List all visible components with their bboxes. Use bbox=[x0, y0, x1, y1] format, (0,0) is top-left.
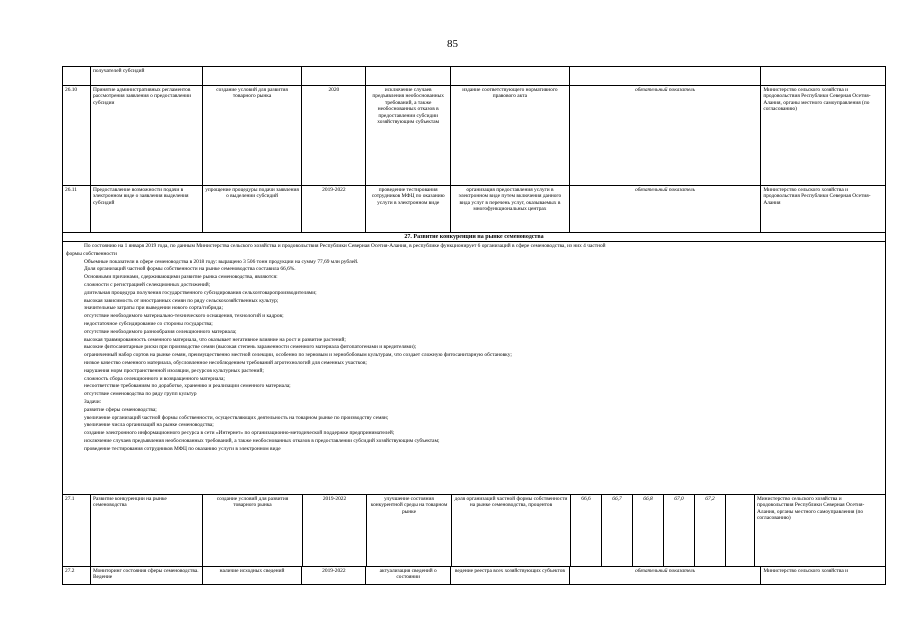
text-line: увеличение числа организаций на рынке семеноводства; bbox=[84, 422, 214, 429]
result-cell: создание условий для развития товарного рынка bbox=[203, 86, 303, 185]
text-line: несоответствие требованиям по доработке, хранению и реализации семенного материала; bbox=[84, 383, 291, 390]
value-extra bbox=[726, 495, 755, 566]
value-2019: 66,7 bbox=[602, 495, 633, 566]
values-cell: обязательный показатель bbox=[570, 186, 762, 232]
text-line: сложности с регистрацией селекционных достижений; bbox=[84, 281, 211, 288]
text-line: высокие фитосанитарные риски при производстве семян (высокая степень зараженности семенного материала фитопатогенами и вредителями); bbox=[84, 344, 417, 351]
text-line: недостаточное субсидирование со стороны государства; bbox=[84, 320, 213, 327]
responsible-cell: Министерство сельского хозяйства и bbox=[763, 568, 848, 574]
table-row bbox=[62, 495, 886, 567]
measure-cell: Развитие конкуренции на рынке семеноводства bbox=[91, 495, 203, 566]
row-number: 26.10 bbox=[63, 86, 91, 185]
responsible-cell: Министерство сельского хозяйства и продовольствия Республики Северная Осетия-Алания, органы местного самоуправления (по согласованию) bbox=[757, 496, 865, 522]
result-cell: упрощение процедуры подачи заявления о выделении субсидий bbox=[203, 186, 303, 232]
text-line: По состоянию на 1 января 2019 года, по данным Министерства сельского хозяйства и продовольствия Республики Северная Осетия-Алания, в республике функционирует 6 организаций в сфере семеноводства, из них 4 частной bbox=[84, 243, 606, 249]
responsible-cell: Министерство сельского хозяйства и продовольствия Республики Северная Осетия-Алания bbox=[763, 187, 871, 206]
row-number: 27.2 bbox=[63, 567, 91, 584]
table-row bbox=[62, 86, 886, 186]
text-line: длительная процедура получения государственного субсидирования сельхозтоваропроизводителями; bbox=[84, 289, 317, 296]
term-cell bbox=[302, 67, 366, 85]
text-line: Объемные показатели в сфере семеноводства в 2018 году: выращено 3 506 тонн продукции на сумму 77,69 млн рублей. bbox=[84, 258, 359, 265]
table-row bbox=[62, 567, 886, 585]
text-line: сложность сбора селекционного и возвращенного материала; bbox=[84, 375, 225, 382]
row-number: 27.1 bbox=[63, 495, 91, 566]
text-line: низкое качество семенного материала, обусловленное несоблюдением требований агротехнологий для семенных участков; bbox=[84, 359, 367, 366]
document-cell: организация предоставления услуги в электронном виде путем включения данного вида услуг в перечень услуг, оказываемых в многофункциональных центрах bbox=[451, 186, 570, 232]
result-cell bbox=[203, 67, 303, 85]
indicator-cell: актуализация сведений о состоянии bbox=[366, 567, 451, 584]
values-cell: обязательный показатель bbox=[570, 86, 762, 185]
term-cell: 2020 bbox=[302, 86, 366, 185]
indicator-cell: проведение тестирования сотрудников МФЦ по оказанию услуги в электронном виде bbox=[366, 186, 451, 232]
measure-cell: Принятие административных регламентов рассмотрения заявления о предоставлении субсидии bbox=[91, 86, 203, 185]
section-heading: 27. Развитие конкуренции на рынке семеноводства bbox=[62, 233, 886, 242]
measure-cell: Предоставление возможности подачи в электронном виде о заявления выделения субсидий bbox=[91, 186, 203, 232]
document-cell: доля организаций частной формы собственности на рынке семеноводства, процентов bbox=[452, 495, 571, 566]
text-line: отсутствие необходимого разнообразия селекционного материала; bbox=[84, 328, 237, 335]
values-cell bbox=[570, 67, 762, 85]
responsible-cell bbox=[761, 67, 885, 85]
value-2018: 66,6 bbox=[571, 495, 602, 566]
section-description bbox=[62, 242, 886, 495]
text-line: значительные затраты при выведении нового сорта/гибрида; bbox=[84, 305, 223, 312]
text-line: создание электронного информационного ресурса в сети «Интернет» по организационно-методической поддержке предпринимателей; bbox=[84, 430, 395, 437]
measure-cell: получателей субсидий bbox=[91, 67, 203, 85]
text-line: увеличение организаций частной формы собственности, осуществляющих деятельность на товарном рынке по производству семян; bbox=[84, 414, 389, 421]
text-line: нарушения норм пространственной изоляции, ресурсов культурных растений; bbox=[84, 367, 264, 374]
document-cell bbox=[451, 67, 570, 85]
result-cell: создание условий для развития товарного рынка bbox=[203, 495, 303, 566]
term-cell: 2019-2022 bbox=[303, 495, 367, 566]
text-line: проведение тестирования сотрудников МФЦ по оказанию услуги в электронном виде bbox=[84, 445, 281, 452]
row-number bbox=[63, 67, 91, 85]
measures-table bbox=[62, 66, 886, 585]
text-line: отсутствие семеноводства по ряду групп культур bbox=[84, 391, 197, 398]
document-cell: ведение реестра всех хозяйствующих субъектов bbox=[451, 567, 570, 584]
text-line: ограниченный набор сортов на рынке семян, преимущественно местной селекции, особенно по зерновым и зернобобовым культурам, что создает сложную фитосанитарную обстановку; bbox=[84, 352, 512, 359]
text-line: Доля организаций частной формы собственности на рынке семеноводства составила 66,6%. bbox=[84, 266, 296, 273]
text-line: исключение случаев предъявления необоснованных требований, а также необоснованных отказов в предоставлении субсидий хозяйствующим субъектам; bbox=[84, 437, 440, 444]
measure-cell: Мониторинг состояния сферы семеноводства. Ведение bbox=[91, 567, 203, 584]
text-line: формы собственности bbox=[66, 250, 117, 257]
term-cell: 2019-2022 bbox=[302, 567, 366, 584]
result-cell: наличие исходных сведений bbox=[203, 567, 303, 584]
page-number: 85 bbox=[447, 38, 458, 50]
indicator-cell: улучшение состояния конкурентной среды на товарном рынке bbox=[367, 495, 452, 566]
text-line: высокая травмированность семенного материала, что оказывает негативное влияние на рост и развитие растений; bbox=[84, 336, 346, 343]
value-2021: 67,0 bbox=[664, 495, 695, 566]
text-line: развитие сферы семеноводства; bbox=[84, 406, 157, 413]
text-line: отсутствие необходимого материально-технического оснащения, технологий и кадров; bbox=[84, 313, 284, 320]
term-cell: 2019-2022 bbox=[302, 186, 366, 232]
text-line: Задачи: bbox=[84, 398, 102, 405]
indicator-cell bbox=[366, 67, 451, 85]
text-line: высокая зависимость от иностранных семян по ряду сельскохозяйственных культур; bbox=[84, 297, 279, 304]
document-cell: издание соответствующего нормативного правового акта bbox=[451, 86, 570, 185]
text-line: Основными причинами, сдерживающими развитие рынка семеноводства, являются: bbox=[84, 274, 278, 281]
values-cell: обязательный показатель bbox=[570, 567, 762, 584]
indicator-cell: исключение случаев предъявления необоснованных требований, а также необоснованных отказов в предоставлении субсидии хозяйствующим субъектам bbox=[366, 86, 451, 185]
value-2022: 67,2 bbox=[695, 495, 726, 566]
row-number: 26.11 bbox=[63, 186, 91, 232]
table-row bbox=[62, 186, 886, 233]
responsible-cell: Министерство сельского хозяйства и продовольствия Республики Северная Осетия-Алания, органы местного самоуправления (по согласованию) bbox=[763, 87, 871, 113]
value-2020: 66,8 bbox=[633, 495, 664, 566]
table-row bbox=[62, 66, 886, 86]
